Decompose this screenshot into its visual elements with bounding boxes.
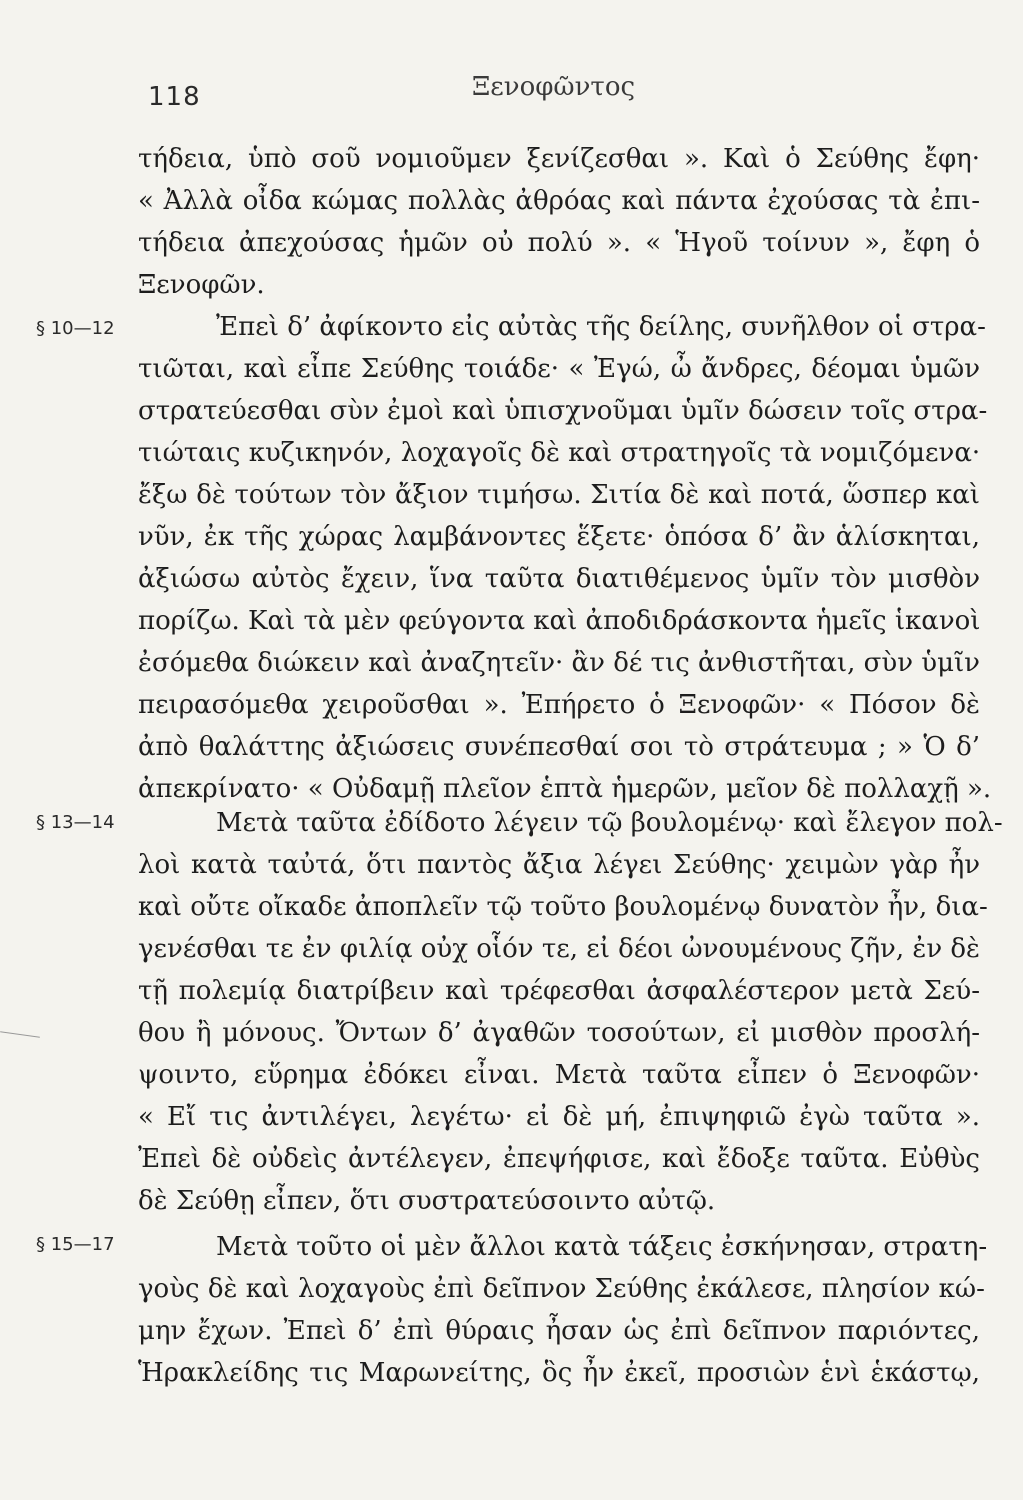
text-line: πειρασόμεθα χειροῦσθαι ». Ἐπήρετο ὁ Ξενοφῶν· « Πόσον δὲ [138,690,980,720]
text-line: « Ἀλλὰ οἶδα κώμας πολλὰς ἀθρόας καὶ πάντα ἐχούσας τὰ ἐπι- [138,186,980,216]
text-line: Ξενοφῶν. [138,270,265,300]
text-line: τῇ πολεμίᾳ διατρίβειν καὶ τρέφεσθαι ἀσφαλέστερον μετὰ Σεύ- [138,976,980,1006]
text-line: ἀξιώσω αὐτὸς ἔχειν, ἵνα ταῦτα διατιθέμενος ὑμῖν τὸν μισθὸν [138,564,980,594]
text-line: πορίζω. Καὶ τὰ μὲν φεύγοντα καὶ ἀποδιδράσκοντα ἡμεῖς ἱκανοὶ [138,606,981,636]
scan-mark [0,1031,40,1038]
text-line: ἀπεκρίνατο· « Οὐδαμῇ πλεῖον ἑπτὰ ἡμερῶν, μεῖον δὲ πολλαχῇ ». [138,774,992,804]
text-line: τήδεια ἀπεχούσας ἡμῶν οὐ πολύ ». « Ἡγοῦ τοίνυν », ἔφη ὁ [138,228,980,258]
text-line: Μετὰ τοῦτο οἱ μὲν ἄλλοι κατὰ τάξεις ἐσκήνησαν, στρατη- [216,1232,988,1262]
text-line: ἐσόμεθα διώκειν καὶ ἀναζητεῖν· ἂν δέ τις ἀνθιστῆται, σὺν ὑμῖν [138,648,980,678]
text-line: τιῶται, καὶ εἶπε Σεύθης τοιάδε· « Ἐγώ, ὦ ἄνδρες, δέομαι ὑμῶν [138,354,980,384]
text-line: Ἡρακλείδης τις Μαρωνείτης, ὃς ἦν ἐκεῖ, προσιὼν ἑνὶ ἑκάστῳ, [138,1358,980,1388]
text-line: « Εἴ τις ἀντιλέγει, λεγέτω· εἰ δὲ μή, ἐπιψηφιῶ ἐγὼ ταῦτα ». [138,1102,980,1132]
text-line: Ἐπεὶ δ’ ἀφίκοντο εἰς αὐτὰς τῆς δείλης, συνῆλθον οἱ στρα- [216,312,986,342]
text-line: τήδεια, ὑπὸ σοῦ νομιοῦμεν ξενίζεσθαι ». Καὶ ὁ Σεύθης ἔφη· [138,144,980,174]
text-line: ἀπὸ θαλάττης ἀξιώσεις συνέπεσθαί σοι τὸ στράτευμα ; » Ὁ δ’ [138,732,980,762]
text-line: Μετὰ ταῦτα ἐδίδοτο λέγειν τῷ βουλομένῳ· καὶ ἔλεγον πολ- [216,808,1003,838]
section-ref: § 15—17 [36,1234,115,1255]
text-line: στρατεύεσθαι σὺν ἐμοὶ καὶ ὑπισχνοῦμαι ὑμῖν δώσειν τοῖς στρα- [138,396,988,426]
text-line: τιώταις κυζικηνόν, λοχαγοῖς δὲ καὶ στρατηγοῖς τὰ νομιζόμενα· [138,438,981,468]
text-line: ἔξω δὲ τούτων τὸν ἄξιον τιμήσω. Σιτία δὲ καὶ ποτά, ὥσπερ καὶ [138,480,980,510]
text-line: μην ἔχων. Ἐπεὶ δ’ ἐπὶ θύραις ἦσαν ὡς ἐπὶ δεῖπνον παριόντες, [138,1316,980,1346]
text-line: λοὶ κατὰ ταὐτά, ὅτι παντὸς ἄξια λέγει Σεύθης· χειμὼν γὰρ ἦν [138,850,980,880]
text-line: καὶ οὔτε οἴκαδε ἀποπλεῖν τῷ τοῦτο βουλομένῳ δυνατὸν ἦν, δια- [138,892,988,922]
text-line: δὲ Σεύθῃ εἶπεν, ὅτι συστρατεύσοιντο αὐτῷ. [138,1186,716,1216]
text-line: Ἐπεὶ δὲ οὐδεὶς ἀντέλεγεν, ἐπεψήφισε, καὶ ἔδοξε ταῦτα. Εὐθὺς [138,1144,980,1174]
section-ref: § 13—14 [36,812,115,833]
text-line: γενέσθαι τε ἐν φιλίᾳ οὐχ οἷόν τε, εἰ δέοι ὠνουμένους ζῆν, ἐν δὲ [138,934,980,964]
text-line: γοὺς δὲ καὶ λοχαγοὺς ἐπὶ δεῖπνον Σεύθης ἐκάλεσε, πλησίον κώ- [138,1274,985,1304]
page-number: 118 [148,82,201,112]
text-line: ψοιντο, εὕρημα ἐδόκει εἶναι. Μετὰ ταῦτα εἶπεν ὁ Ξενοφῶν· [138,1060,980,1090]
section-ref: § 10—12 [36,318,115,339]
text-line: νῦν, ἐκ τῆς χώρας λαμβάνοντες ἕξετε· ὁπόσα δ’ ἂν ἁλίσκηται, [138,522,980,552]
text-line: θου ἢ μόνους. Ὄντων δ’ ἀγαθῶν τοσούτων, εἰ μισθὸν προσλή- [138,1018,980,1048]
running-title: Ξενοφῶντος [472,72,636,102]
